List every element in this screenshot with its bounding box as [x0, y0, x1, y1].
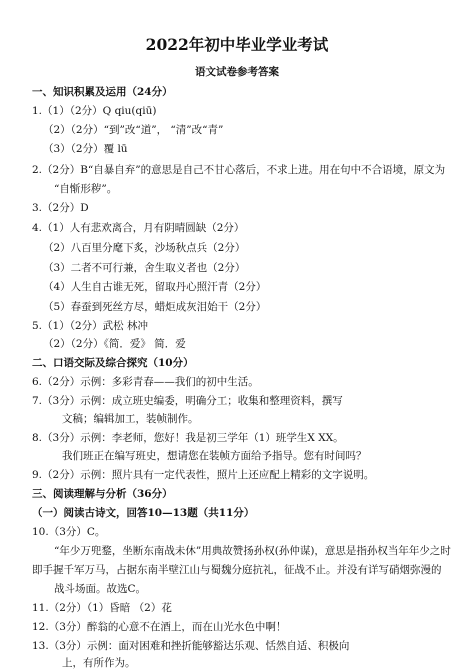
- answer-line: 战斗场面。故选C。: [54, 583, 147, 595]
- answer-line: 10.（3分）C。: [32, 526, 106, 538]
- answer-line: 7.（3分）示例：成立班史编委，明确分工；收集和整理资料，撰写: [32, 395, 343, 407]
- answer-line: 我们班正在编写班史，想请您在装帧方面给予指导。您有时间吗？: [62, 450, 367, 462]
- answer-line: 11.（2分）（1）昏暗 （2）花: [32, 602, 172, 614]
- answer-line: 5.（1）（2分）武松 林冲: [32, 320, 148, 332]
- answer-line: （5）春蚕到死丝方尽，蜡炬成灰泪始干（2分）: [43, 301, 267, 313]
- answer-line: 2.（2分）B“自暴自弃”的意思是自己不甘心落后，不求上进。用在句中不合语境，原文为: [32, 164, 446, 176]
- answer-line: 1.（1）（2分）Q qiu(qiū): [32, 105, 157, 117]
- answer-line: 9.（2分）示例：照片具有一定代表性，照片上还应配上精彩的文字说明。: [32, 469, 375, 481]
- answer-line: “自惭形秽”。: [54, 183, 118, 195]
- answer-line: 即手握千军万马，占据东南半壁江山与蜀魏分庭抗礼，征战不止。并没有详写硝烟弥漫的: [32, 564, 442, 576]
- answer-line: 6.（2分）示例：多彩青春——我们的初中生活。: [32, 376, 259, 388]
- section-heading: 三、阅读理解与分析（36分）: [32, 488, 173, 500]
- page-title: 2022年初中毕业学业考试: [145, 35, 329, 54]
- answer-line: 3.（2分）D: [32, 202, 89, 214]
- answer-line: “年少万兜鍪，坐断东南战未休”用典故赞扬孙权(孙仲谋)，意思是指孙权当年年少之时: [54, 545, 451, 557]
- page-subtitle: 语文试卷参考答案: [195, 66, 279, 78]
- section-heading: 二、口语交际及综合探究（10分）: [32, 357, 194, 369]
- answer-line: 上，有所作为。: [62, 657, 136, 669]
- answer-line: 4.（1）人有悲欢离合，月有阴晴圆缺（2分）: [32, 222, 245, 234]
- section-heading: 一、知识积累及运用（24分）: [32, 86, 173, 98]
- answer-line: （3）（2分）覆 lū: [43, 143, 128, 155]
- answer-line: （2）（2分）“到”改“道”， “清”改“青”: [43, 124, 224, 136]
- subsection-heading: （一）阅读古诗文，回答10—13题（共11分）: [32, 507, 255, 519]
- answer-line: 8.（3分）示例：李老师，您好！我是初三学年（1）班学生X XX。: [32, 432, 344, 444]
- answer-line: 文稿；编辑加工，装帧制作。: [62, 413, 199, 425]
- answer-line: （3）二者不可行兼，舍生取义者也（2分）: [43, 262, 246, 274]
- answer-line: 12.（3分）醉翁的心意不在酒上，而在山光水色中啊！: [32, 621, 287, 633]
- answer-line: 13.（3分）示例：面对困难和挫折能够豁达乐观、恬然自适、积极向: [32, 640, 350, 652]
- answer-line: （4）人生自古谁无死，留取丹心照汗青（2分）: [43, 281, 267, 293]
- answer-line: （2）（2分）《简．爱》 简．爱: [43, 338, 186, 350]
- answer-line: （2）八百里分麾下炙，沙场秋点兵（2分）: [43, 242, 246, 254]
